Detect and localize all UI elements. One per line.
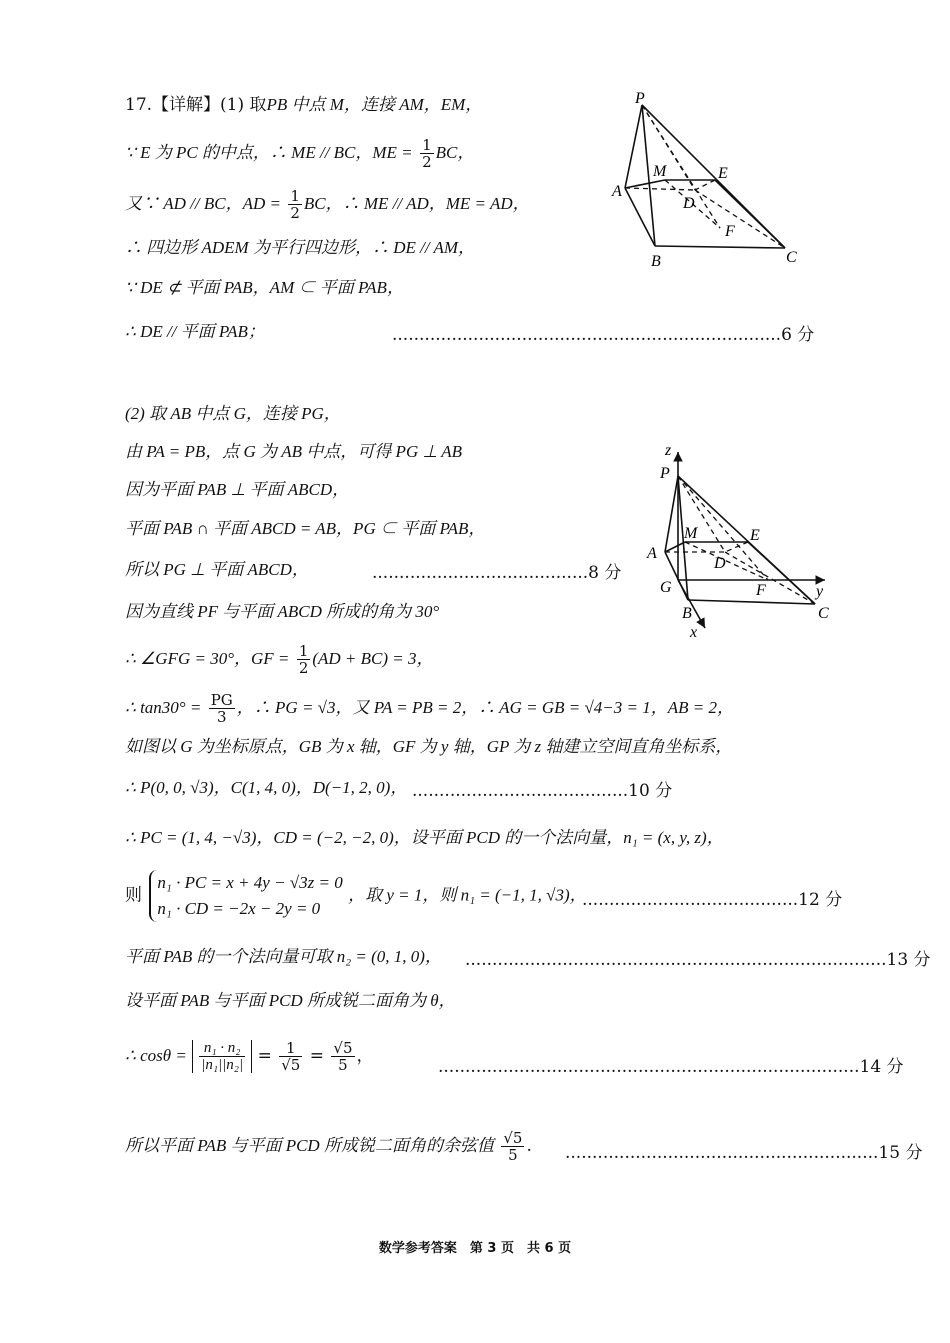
step-text: ，	[356, 1046, 374, 1066]
vertex-label-C: C	[786, 249, 797, 266]
frac-num: 1	[290, 187, 300, 205]
axis-label-y: y	[816, 583, 824, 600]
frac-den: |n₁||n₂|	[201, 1057, 244, 1073]
equation-line	[125, 643, 434, 676]
vertex-label-C: C	[818, 605, 829, 622]
equation-line	[125, 692, 734, 725]
frac-num: PG	[210, 691, 233, 709]
vertex-label-B: B	[682, 605, 692, 622]
system-equation: n₁ · CD = −2x − 2y = 0	[157, 899, 321, 918]
equation-line	[125, 188, 530, 221]
step-text: ∴ ∠GFG = 30°，GF =	[125, 649, 290, 668]
frac-den: 2	[422, 153, 432, 171]
fraction	[199, 1040, 245, 1073]
fraction	[420, 137, 434, 170]
vertex-label-F: F	[725, 223, 735, 240]
vertex-label-M: M	[684, 525, 698, 542]
vertex-label-E: E	[750, 527, 760, 544]
vertex-label-M: M	[653, 163, 667, 180]
frac-den: √5	[281, 1056, 301, 1074]
step-text: 如图以 G 为坐标原点，GB 为 x 轴，GF 为 y 轴，GP 为 z 轴建立空间直角坐标系，	[125, 737, 733, 756]
step-text: .	[526, 1136, 532, 1156]
step-text: 则	[125, 885, 142, 906]
step-text: ∴ cosθ =	[125, 1046, 187, 1065]
frac-den: 3	[216, 708, 227, 726]
score-mark: ........................................10 分	[412, 781, 673, 801]
solution-header	[125, 93, 482, 117]
step-text: ，取 y = 1，则 n₁ = (−1, 1, √3)，	[348, 885, 587, 905]
step-text: 由 PA = PB，点 G 为 AB 中点，可得 PG ⊥ AB	[125, 442, 462, 461]
vertex-label-B: B	[651, 253, 661, 270]
score-mark: ..........................................................15 分	[565, 1143, 923, 1163]
frac-num: √5	[333, 1039, 353, 1057]
fraction	[331, 1040, 354, 1073]
conclusion-line	[125, 1130, 532, 1163]
frac-num: n₁ · n₂	[199, 1040, 245, 1057]
solution-number: 17.【详解】(1) 取	[125, 95, 267, 115]
frac-num: 1	[279, 1040, 302, 1057]
score-mark: ........................................12 分	[582, 890, 843, 910]
score-mark: ..............................................................................13 分	[465, 950, 931, 970]
step-text: 平面 PAB ∩ 平面 ABCD = AB，PG ⊂ 平面 PAB，	[125, 519, 486, 538]
pyramid-figure-1	[605, 88, 825, 273]
step-text: ∴ PC = (1, 4, −√3)，CD = (−2, −2, 0)，设平面 PCD 的一个法向量，n₁ = (x, y, z)，	[125, 828, 724, 847]
step-text: (AD + BC) = 3，	[312, 649, 434, 668]
equals-sign: =	[309, 1046, 324, 1066]
vertex-label-D: D	[683, 195, 695, 212]
vertex-label-P: P	[660, 465, 670, 482]
step-text: ∴ P(0, 0, √3)，C(1, 4, 0)，D(−1, 2, 0)，	[125, 778, 408, 797]
vertex-label-A: A	[612, 183, 622, 200]
frac-num: √5	[503, 1129, 523, 1147]
step-text: ∵ DE ⊄ 平面 PAB，AM ⊂ 平面 PAB，	[125, 278, 404, 297]
step-text: ∴ DE // 平面 PAB；	[125, 322, 265, 341]
fraction	[288, 188, 302, 221]
fraction	[501, 1130, 524, 1163]
axis-label-x: x	[690, 624, 698, 640]
pyramid-figure-2-coordinate	[640, 440, 840, 640]
fraction	[297, 643, 311, 676]
step-text: 因为平面 PAB ⊥ 平面 ABCD，	[125, 480, 350, 499]
step-text: ∵ E 为 PC 的中点，∴ ME // BC，ME =	[125, 143, 413, 162]
step-text: BC，	[435, 143, 475, 162]
equals-sign: =	[257, 1046, 272, 1066]
axis-label-z: z	[665, 442, 672, 459]
step-text: ∴ tan30° =	[125, 698, 202, 717]
step-text: BC，∴ ME // AD，ME = AD，	[303, 194, 530, 213]
fraction	[279, 1040, 302, 1073]
vertex-label-A: A	[647, 545, 657, 562]
score-mark: ..............................................................................14 分	[438, 1057, 904, 1077]
step-text: 又∵ AD // BC，AD =	[125, 194, 281, 213]
vertex-label-P: P	[635, 90, 645, 107]
system-equation: n₁ · PC = x + 4y − √3z = 0	[157, 873, 343, 892]
step-text: ，∴ PG = √3，又 PA = PB = 2，∴ AG = GB = √4−3 = 1，AB = 2，	[236, 698, 734, 717]
absolute-value	[192, 1040, 252, 1073]
step-text: 所以平面 PAB 与平面 PCD 所成锐二面角的余弦值	[125, 1136, 494, 1155]
equation-line	[125, 1040, 374, 1073]
fraction	[209, 692, 235, 725]
step-text: 因为直线 PF 与平面 ABCD 所成的角为 30°	[125, 602, 440, 621]
step-text: (2) 取 AB 中点 G，连接 PG，	[125, 404, 341, 423]
vertex-label-F: F	[756, 582, 766, 599]
vertex-label-E: E	[718, 165, 728, 182]
step-text: 平面 PAB 的一个法向量可取 n₂ = (0, 1, 0)，	[125, 947, 442, 966]
equation-line	[125, 137, 474, 170]
step-text: PB 中点 M，连接 AM，EM，	[266, 95, 483, 114]
frac-den: 2	[298, 659, 309, 677]
page-footer: 数学参考答案 第 3 页 共 6 页	[378, 1241, 572, 1256]
step-text: 所以 PG ⊥ 平面 ABCD，	[125, 560, 309, 579]
frac-den: 2	[290, 204, 300, 222]
frac-den: 5	[508, 1146, 518, 1164]
vertex-label-D: D	[714, 555, 726, 572]
frac-num: 1	[422, 136, 432, 154]
frac-num: 1	[298, 642, 309, 660]
score-mark: ........................................8 分	[372, 563, 622, 583]
vertex-label-G: G	[660, 579, 672, 596]
step-text: ∴ 四边形 ADEM 为平行四边形，∴ DE // AM，	[125, 238, 476, 257]
score-mark: ........................................................................6 分	[392, 325, 815, 345]
step-text: 设平面 PAB 与平面 PCD 所成锐二面角为 θ，	[125, 991, 456, 1010]
equation-system	[149, 870, 342, 922]
equation-system-line	[125, 870, 587, 922]
frac-den: 5	[338, 1056, 348, 1074]
